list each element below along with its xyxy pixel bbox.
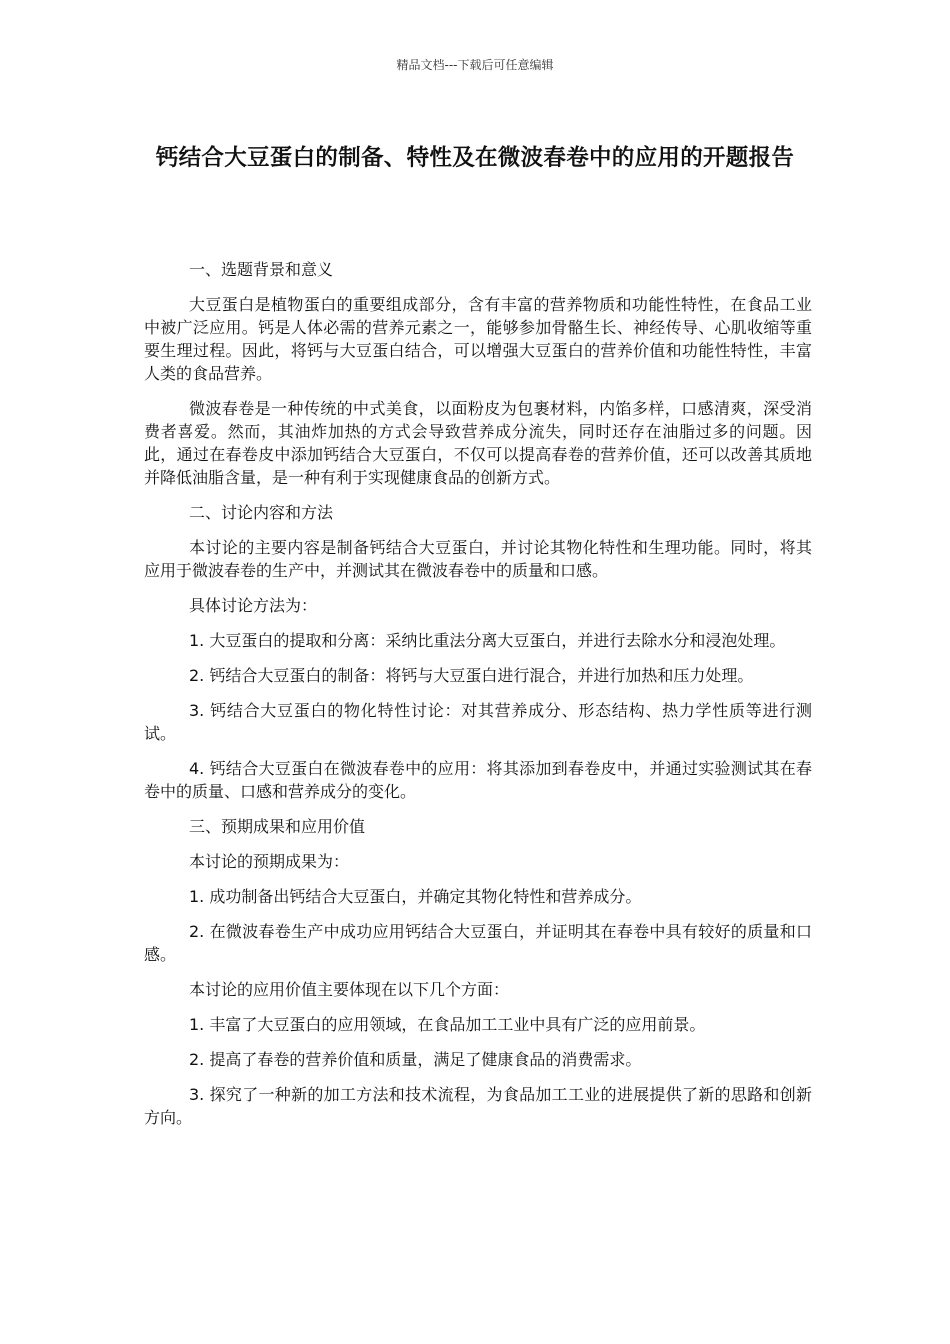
- paragraph: 大豆蛋白是植物蛋白的重要组成部分，含有丰富的营养物质和功能性特性，在食品工业中被广泛应用。钙是人体必需的营养元素之一，能够参加骨骼生长、神经传导、心肌收缩等重要生理过程。因此，将钙与大豆蛋白结合，可以增强大豆蛋白的营养价值和功能性特性，丰富人类的食品营养。: [144, 295, 812, 383]
- paragraph: 本讨论的预期成果为：: [189, 852, 350, 871]
- section-heading: 一、选题背景和意义: [189, 260, 334, 279]
- list-item: 3. 探究了一种新的加工方法和技术流程，为食品加工工业的进展提供了新的思路和创新方向。: [144, 1085, 812, 1127]
- document-title: 钙结合大豆蛋白的制备、特性及在微波春卷中的应用的开题报告: [155, 145, 795, 171]
- list-item: 4. 钙结合大豆蛋白在微波春卷中的应用：将其添加到春卷皮中，并通过实验测试其在春卷中的质量、口感和营养成分的变化。: [144, 759, 812, 801]
- paragraph: 微波春卷是一种传统的中式美食，以面粉皮为包裹材料，内馅多样，口感清爽，深受消费者喜爱。然而，其油炸加热的方式会导致营养成分流失，同时还存在油脂过多的问题。因此，通过在春卷皮中添加钙结合大豆蛋白，不仅可以提高春卷的营养价值，还可以改善其质地并降低油脂含量，是一种有利于实现健康食品的创新方式。: [144, 399, 812, 487]
- section-heading: 三、预期成果和应用价值: [189, 817, 366, 836]
- list-item: 1. 大豆蛋白的提取和分离：采纳比重法分离大豆蛋白，并进行去除水分和浸泡处理。: [189, 631, 786, 650]
- page-header: 精品文档---下载后可任意编辑: [396, 58, 554, 72]
- document-body: [144, 258, 812, 1141]
- list-item: 2. 钙结合大豆蛋白的制备：将钙与大豆蛋白进行混合，并进行加热和压力处理。: [189, 666, 754, 685]
- list-item: 2. 在微波春卷生产中成功应用钙结合大豆蛋白，并证明其在春卷中具有较好的质量和口感。: [144, 922, 812, 964]
- list-item: 3. 钙结合大豆蛋白的物化特性讨论：对其营养成分、形态结构、热力学性质等进行测试。: [144, 701, 812, 743]
- list-item: 1. 成功制备出钙结合大豆蛋白，并确定其物化特性和营养成分。: [189, 887, 642, 906]
- list-item: 2. 提高了春卷的营养价值和质量，满足了健康食品的消费需求。: [189, 1050, 642, 1069]
- section-heading: 二、讨论内容和方法: [189, 503, 334, 522]
- list-item: 1. 丰富了大豆蛋白的应用领域，在食品加工工业中具有广泛的应用前景。: [189, 1015, 706, 1034]
- paragraph: 本讨论的应用价值主要体现在以下几个方面：: [189, 980, 510, 999]
- paragraph: 本讨论的主要内容是制备钙结合大豆蛋白，并讨论其物化特性和生理功能。同时，将其应用于微波春卷的生产中，并测试其在微波春卷中的质量和口感。: [144, 538, 812, 580]
- paragraph: 具体讨论方法为：: [189, 596, 318, 615]
